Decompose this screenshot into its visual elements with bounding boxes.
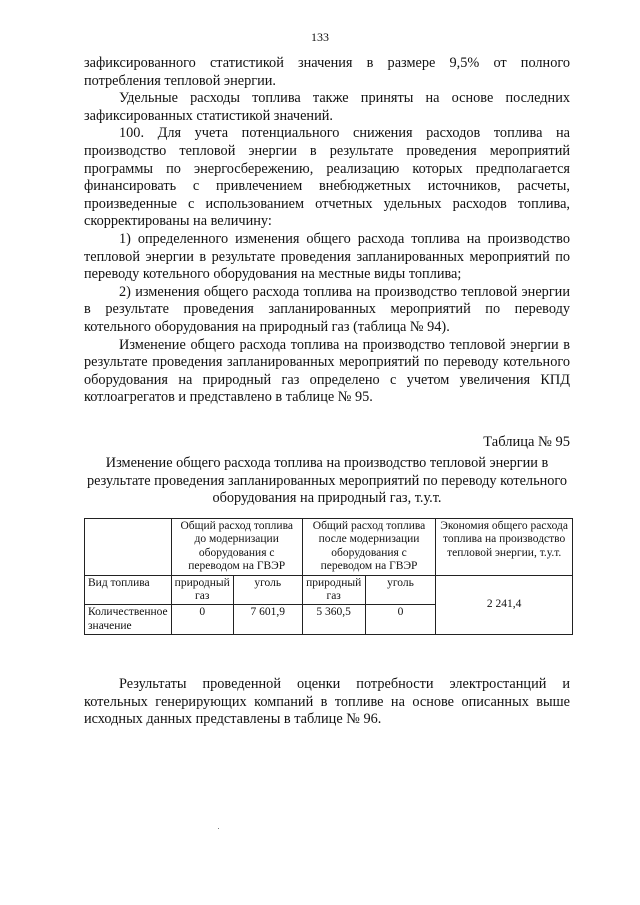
paragraph-2: Удельные расходы топлива также приняты на основе последних зафиксированных статистикой значений. bbox=[84, 90, 570, 124]
table-header-row bbox=[85, 519, 573, 576]
value-after-coal: 0 bbox=[365, 605, 436, 635]
fuel-coal-after: уголь bbox=[365, 575, 436, 605]
fuel-consumption-table bbox=[84, 518, 573, 635]
table-row bbox=[85, 575, 573, 605]
closing-paragraph: Результаты проведенной оценки потребности электростанций и котельных генерирующих компаний в топливе на основе описанных выше исходных данных представлены в таблице № 96. bbox=[84, 676, 570, 728]
paragraph-6: Изменение общего расхода топлива на производство тепловой энергии в результате проведения запланированных мероприятий по переводу котельного оборудования на природный газ определено с учетом увеличения КПД котлоагрегатов и представлено в таблице № 95. bbox=[84, 336, 570, 406]
table-header-empty bbox=[85, 519, 172, 576]
fuel-gas-before: природный газ bbox=[171, 575, 233, 605]
header-after: Общий расход топлива после модернизации оборудования с переводом на ГВЭР bbox=[302, 519, 436, 576]
savings-value: 2 241,4 bbox=[436, 575, 573, 635]
paragraph-1: зафиксированного статистикой значения в размере 9,5% от полного потребления тепловой энергии. bbox=[84, 55, 570, 89]
header-before: Общий расход топлива до модернизации оборудования с переводом на ГВЭР bbox=[171, 519, 302, 576]
fuel-gas-after: природный газ bbox=[302, 575, 365, 605]
paragraph-5: 2) изменения общего расхода топлива на производство тепловой энергии в результате проведения запланированных мероприятий по переводу котельного оборудования на природный газ (таблица № 94). bbox=[84, 283, 570, 335]
fuel-coal-before: уголь bbox=[233, 575, 302, 605]
table-title: Изменение общего расхода топлива на производство тепловой энергии в результате проведения запланированных мероприятий по переводу котельного оборудования на природный газ, т.у.т. bbox=[86, 455, 568, 506]
closing-text bbox=[84, 676, 570, 729]
header-savings: Экономия общего расхода топлива на производство тепловой энергии, т.у.т. bbox=[436, 519, 573, 576]
scan-speck bbox=[218, 828, 219, 829]
row-quantity-label: Количественное значение bbox=[85, 605, 172, 635]
value-after-gas: 5 360,5 bbox=[302, 605, 365, 635]
value-before-coal: 7 601,9 bbox=[233, 605, 302, 635]
page-number: 133 bbox=[311, 30, 329, 44]
row-type-label: Вид топлива bbox=[85, 575, 172, 605]
paragraph-4: 1) определенного изменения общего расхода топлива на производство тепловой энергии в результате проведения запланированных мероприятий по переводу котельного оборудования на местные виды топлива; bbox=[84, 230, 570, 283]
table-number: Таблица № 95 bbox=[483, 434, 570, 450]
value-before-gas: 0 bbox=[171, 605, 233, 635]
paragraph-3: 100. Для учета потенциального снижения расходов топлива на производство тепловой энергии в результате проведения мероприятий программы по энергосбережению, реализацию которых предполагается финансировать с привлечением внебюджетных источников, расчеты, произведенные с использованием отчетных удельных расходов топлива, скорректированы на величину: bbox=[84, 125, 570, 230]
body-text bbox=[84, 55, 570, 407]
